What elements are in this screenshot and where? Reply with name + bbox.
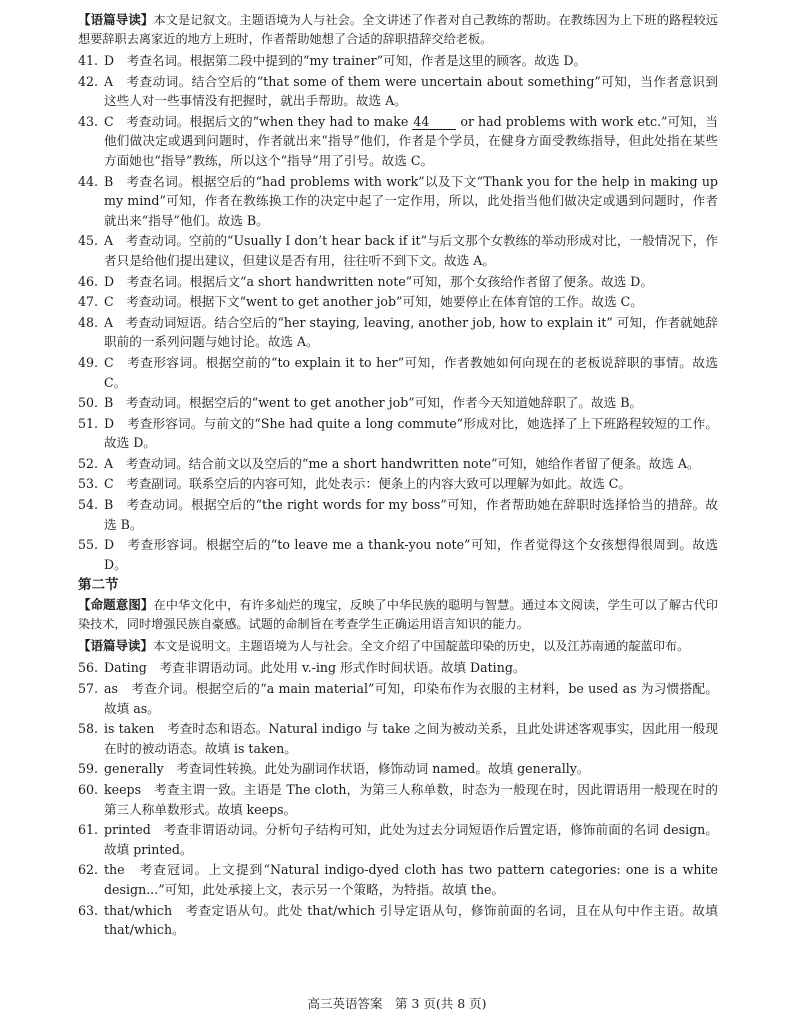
- answer-item-58: 58. is taken 考查时态和语态。Natural indigo 与 take 之间为被动关系，且此处讲述客观事实，因此用一般现在时的被动语态。故填 is taken。: [78, 721, 718, 756]
- answer-item-42: 42. A 考查动词。结合空后的“that some of them were uncertain about something”可知，当作者意识到这些人对一些事情没有把握时，就出手帮助。故选 A。: [78, 73, 718, 109]
- answer-item-48: 48. A 考查动词短语。结合空后的“her staying, leaving, another job, how to explain it” 可知，作者就她辞职前的一系列问题与她讨论。故选 A。: [78, 314, 718, 350]
- answer-item-41: 41. D 考查名词。根据第二段中提到的“my trainer”可知，作者是这里的顾客。故选 D。: [78, 53, 587, 68]
- answer-list-part1: [78, 51, 718, 574]
- answer-item-56: 56. Dating 考查非谓语动词。此处用 v.-ing 形式作时间状语。故填 Dating。: [78, 660, 526, 676]
- blank-number: 44: [412, 115, 456, 130]
- answer-page: [78, 10, 718, 941]
- reading-guide-tag: 【语篇导读】: [78, 638, 154, 654]
- answer-item-50: 50. B 考查动词。根据空后的“went to get another job”可知，作者今天知道她辞职了。故选 B。: [78, 395, 643, 411]
- reading-guide-section2: [78, 636, 718, 656]
- reading-guide-tag: 【语篇导读】: [78, 12, 154, 27]
- answer-item-51: 51. D 考查形容词。与前文的“She had quite a long commute”形成对比，她选择了上下班路程较短的工作。故选 D。: [78, 415, 718, 451]
- section-title: 第二节: [78, 577, 119, 594]
- answer-item-44: 44. B 考查名词。根据空后的“had problems with work”以及下文“Thank you for the help in making up my mind”可知，作者在教练换工作的决定中起了一定作用，所以，此处指当他们做决定或遇到问题时，作者就出来“指导”他们。故选 B。: [78, 173, 718, 228]
- answer-item-59: 59. generally 考查词性转换。此处为副词作状语，修饰动词 named。故填 generally。: [78, 761, 590, 777]
- answer-item-52: 52. A 考查动词。结合前文以及空后的“me a short handwritten note”可知，她给作者留了便条。故选 A。: [78, 455, 700, 471]
- answer-item-57: 57. as 考查介词。根据空后的“a main material”可知，印染布作为衣服的主材料，be used as 为习惯搭配。故填 as。: [78, 681, 718, 716]
- answer-list-part2: [78, 658, 718, 939]
- answer-item-62: 62. the 考查冠词。上文提到“Natural indigo-dyed cloth has two pattern categories: one is a white design...”可知，此处承接上文，表示另一个策略，为特指。故填 the。: [78, 862, 718, 897]
- reading-guide-text: 本文是记叙文。主题语境为人与社会。全文讲述了作者对自己教练的帮助。在教练因为上下班的路程较远想要辞职去离家近的地方上班时，作者帮助她想了合适的辞职措辞交给老板。: [78, 13, 718, 46]
- page-footer: 高三英语答案 第 3 页(共 8 页): [307, 996, 487, 1011]
- answer-item-61: 61. printed 考查非谓语动词。分析句子结构可知，此处为过去分词短语作后置定语，修饰前面的名词 design。故填 printed。: [78, 822, 718, 857]
- answer-item-46: 46. D 考查名词。根据后文“a short handwritten note”可知，那个女孩给作者留了便条。故选 D。: [78, 273, 653, 289]
- intent-tag: 【命题意图】: [78, 597, 154, 613]
- answer-item-55: 55. D 考查形容词。根据空后的“to leave me a thank-you note”可知，作者觉得这个女孩想得很周到。故选 D。: [78, 537, 718, 572]
- answer-item-47: 47. C 考查动词。根据下文“went to get another job”可知，她要停止在体育馆的工作。故选 C。: [78, 294, 643, 310]
- answer-item-45: 45. A 考查动词。空前的“Usually I don’t hear back if it”与后文那个女教练的举动形成对比，一般情况下，作者只是给他们提出建议，但建议是否有用，往往听不到下文。故选 A。: [78, 233, 718, 268]
- intent-paragraph: [78, 595, 718, 634]
- answer-item-43: 43. C 考查动词。根据后文的“when they had to make 44 or had problems with work etc.”可知，当他们做决定或遇到问题时，作者就出来“指导”他们，作者是个学员，在健身方面受教练指导，但此处指在某些方面她也“指导”教练，所以这个“指导”用了引号。故选 C。: [78, 113, 718, 168]
- answer-item-54: 54. B 考查动词。根据空后的“the right words for my boss”可知，作者帮助她在辞职时选择恰当的措辞。故选 B。: [78, 497, 718, 532]
- intent-text: 在中华文化中，有许多灿烂的瑰宝，反映了中华民族的聪明与智慧。通过本文阅读，学生可以了解古代印染技术，同时增强民族自豪感。试题的命制旨在考查学生正确运用语言知识的能力。: [78, 598, 718, 632]
- reading-guide-text: 本文是说明文。主题语境为人与社会。全文介绍了中国靛蓝印染的历史，以及江苏南通的靛蓝印布。: [153, 639, 690, 654]
- answer-item-53: 53. C 考查副词。联系空后的内容可知，此处表示：便条上的内容大致可以理解为如此。故选 C。: [78, 476, 632, 492]
- reading-guide-section1: [78, 10, 718, 49]
- answer-item-63: 63. that/which 考查定语从句。此处 that/which 引导定语从句，修饰前面的名词，且在从句中作主语。故填 that/which。: [78, 902, 718, 938]
- answer-item-49: 49. C 考查形容词。根据空前的“to explain it to her”可知，作者教她如何向现在的老板说辞职的事情。故选 C。: [78, 354, 718, 390]
- answer-item-60: 60. keeps 考查主谓一致。主语是 The cloth，为第三人称单数，时态为一般现在时，因此谓语用一般现在时的第三人称单数形式。故填 keeps。: [78, 782, 718, 817]
